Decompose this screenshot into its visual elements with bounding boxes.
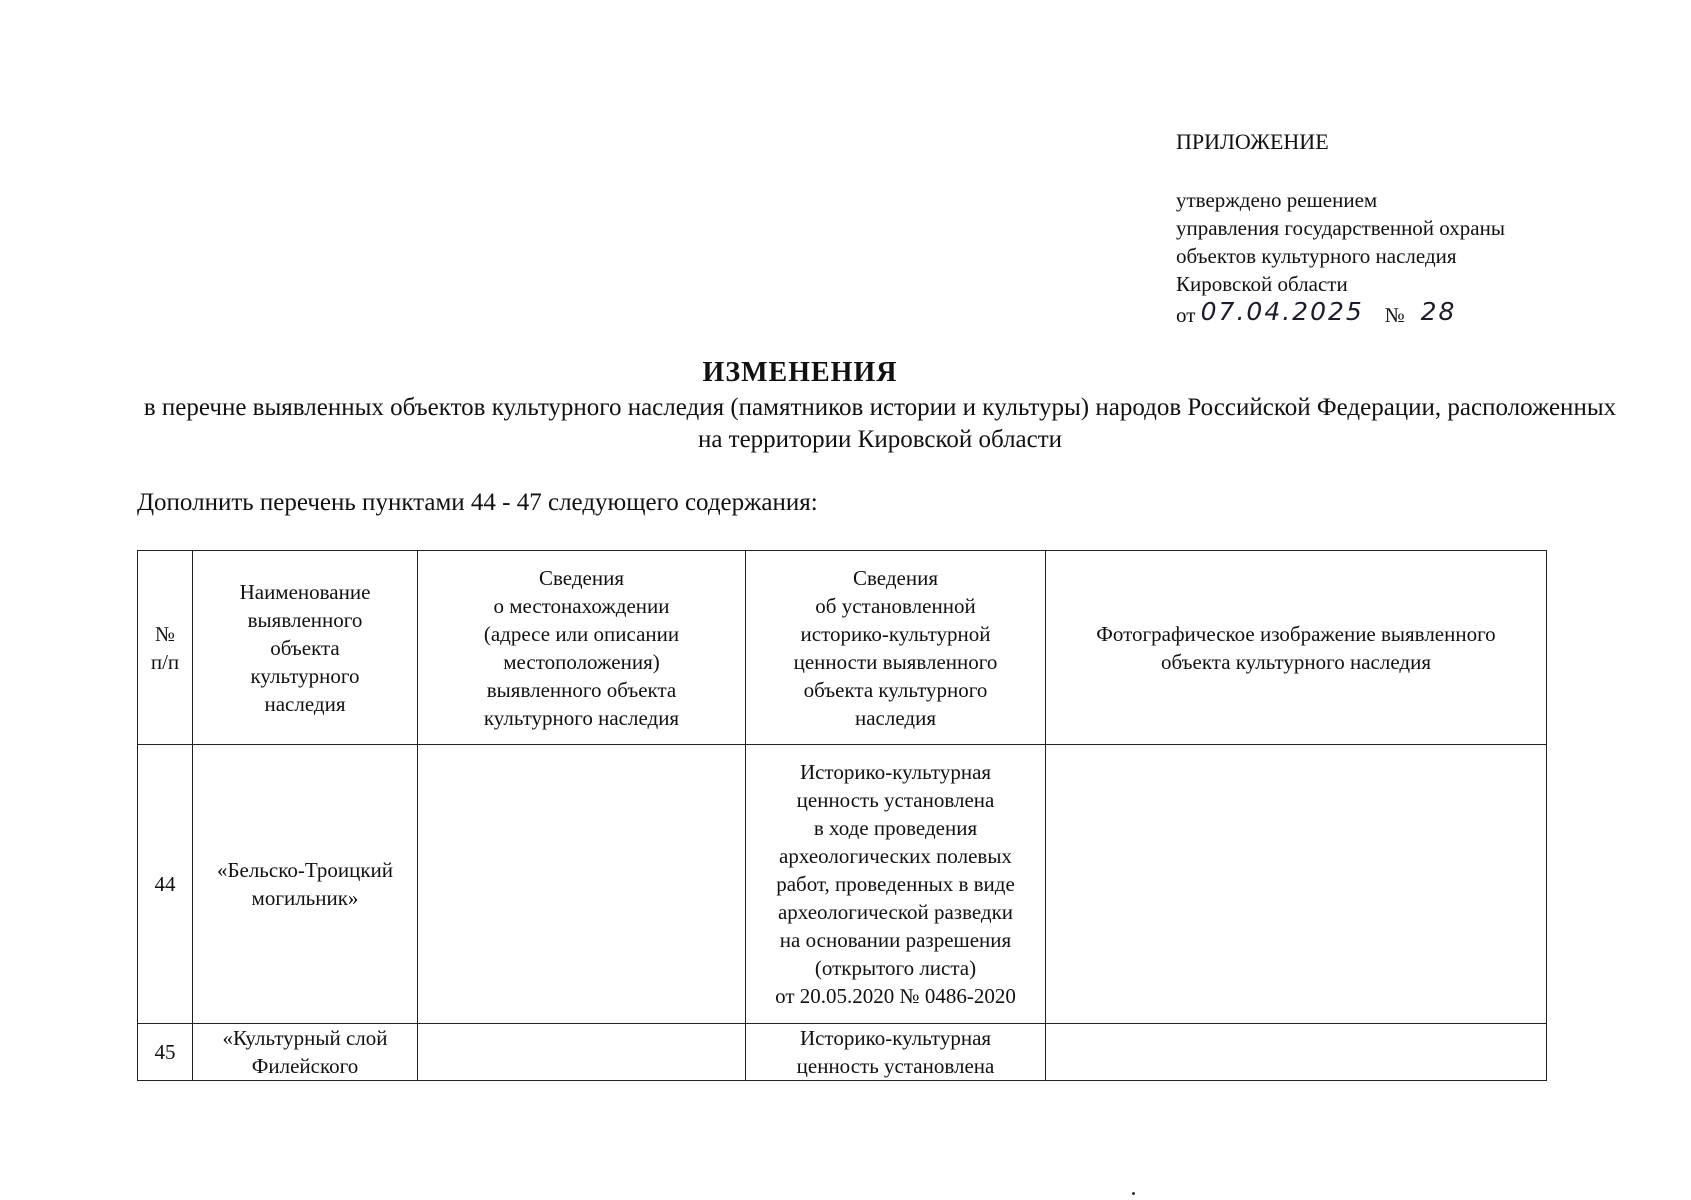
cell-number: 44 — [138, 745, 193, 1024]
approval-date-line — [1176, 298, 1505, 329]
table-row — [138, 745, 1547, 1024]
column-header-location: Сведения о местонахождении (адресе или описании местоположения) выявленного объекта культурного наследия — [418, 551, 746, 745]
document-subtitle: в перечне выявленных объектов культурного наследия (памятников истории и культуры) народов Российской Федерации, расположенных на территории Кировской области — [143, 394, 1617, 453]
cell-photo — [1046, 1024, 1547, 1081]
column-header-name: Наименование выявленного объекта культурного наследия — [193, 551, 418, 745]
approval-line: Кировской области — [1176, 272, 1348, 296]
column-header-number: № п/п — [138, 551, 193, 745]
column-header-value: Сведения об установленной историко-культурной ценности выявленного объекта культурного наследия — [746, 551, 1046, 745]
handwritten-number: 28 — [1420, 297, 1457, 326]
cell-value: Историко-культурная ценность установлена в ходе проведения археологических полевых работ, проведенных в виде археологической разведки на основании разрешения (открытого листа) от 20.05.2020 № 0486-2020 — [746, 745, 1046, 1024]
scan-speck — [1132, 1192, 1135, 1195]
cell-name: «Культурный слой Филейского — [193, 1024, 418, 1081]
approval-line: утверждено решением — [1176, 188, 1378, 212]
cell-value: Историко-культурная ценность установлена — [746, 1024, 1046, 1081]
heritage-table — [137, 550, 1547, 1081]
number-sign: № — [1384, 303, 1405, 327]
appendix-label: ПРИЛОЖЕНИЕ — [1176, 129, 1329, 154]
cell-location — [418, 745, 746, 1024]
cell-number: 45 — [138, 1024, 193, 1081]
approval-line: управления государственной охраны — [1176, 216, 1505, 240]
cell-location — [418, 1024, 746, 1081]
document-title: ИЗМЕНЕНИЯ — [702, 357, 898, 388]
cell-name: «Бельско-Троицкий могильник» — [193, 745, 418, 1024]
handwritten-date: 07.04.2025 — [1200, 297, 1364, 326]
approval-block — [1176, 186, 1505, 329]
lead-paragraph: Дополнить перечень пунктами 44 - 47 следующего содержания: — [137, 489, 818, 516]
table-row — [138, 1024, 1547, 1081]
approval-line: объектов культурного наследия — [1176, 244, 1457, 268]
cell-photo — [1046, 745, 1547, 1024]
column-header-photo: Фотографическое изображение выявленного объекта культурного наследия — [1046, 551, 1547, 745]
table-header-row — [138, 551, 1547, 745]
date-prefix: от — [1176, 303, 1196, 327]
